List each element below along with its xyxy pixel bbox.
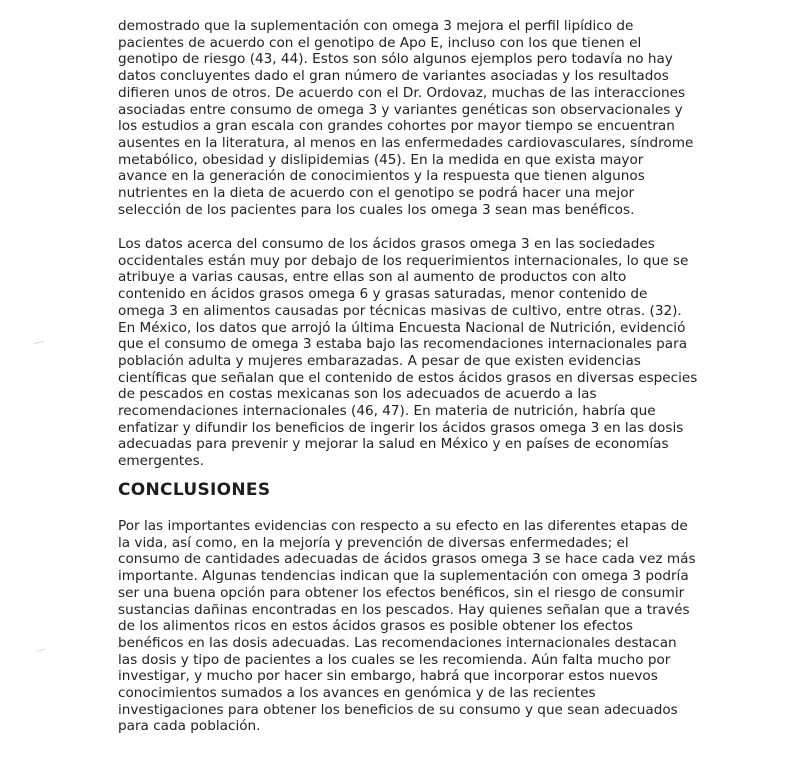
text-line: En México, los datos que arrojó la última Encuesta Nacional de Nutrición, evidenció <box>118 319 686 336</box>
body-paragraph <box>118 236 697 470</box>
text-line: la vida, así como, en la mejoría y prevención de diversas enfermedades; el <box>118 534 629 551</box>
text-line: los estudios a gran escala con grandes cohortes por mayor tiempo se encuentran <box>118 118 675 135</box>
text-line: sustancias dañinas encontradas en los pescados. Hay quienes señalan que a través <box>118 601 690 618</box>
text-line: investigar, y mucho por hacer sin embargo, habrá que incorporar estos nuevos <box>118 668 658 685</box>
text-line: benéficos en las dosis adecuadas. Las recomendaciones internacionales destacan <box>118 634 677 651</box>
text-line: asociadas entre consumo de omega 3 y variantes genéticas son observacionales y <box>118 101 683 118</box>
text-line: pacientes de acuerdo con el genotipo de Apo E, incluso con los que tienen el <box>118 34 642 51</box>
text-line: avance en la generación de conocimientos y la respuesta que tienen algunos <box>118 168 645 185</box>
text-line: para cada población. <box>118 718 261 735</box>
text-line: demostrado que la suplementación con omega 3 mejora el perfil lipídico de <box>118 18 634 34</box>
text-line: atribuye a varias causas, entre ellas son al aumento de productos con alto <box>118 269 627 286</box>
text-line: Por las importantes evidencias con respecto a su efecto en las diferentes etapas de <box>118 518 688 534</box>
text-line: enfatizar y difundir los beneficios de ingerir los ácidos grasos omega 3 en las dosis <box>118 419 684 436</box>
text-line: metabólico, obesidad y dislipidemias (45). En la medida en que exista mayor <box>118 151 644 168</box>
text-line: contenido en ácidos grasos omega 6 y grasas saturadas, menor contenido de <box>118 286 648 303</box>
text-line: difieren unos de otros. De acuerdo con el Dr. Ordovaz, muchas de las interacciones <box>118 84 686 101</box>
text-line: investigaciones para obtener los beneficios de su consumo y que sean adecuados <box>118 701 678 718</box>
text-line: genotipo de riesgo (43, 44). Estos son sólo algunos ejemplos pero todavía no hay <box>118 51 673 68</box>
text-line: occidentales están muy por debajo de los requerimientos internacionales, lo que se <box>118 252 689 269</box>
text-line: emergentes. <box>118 453 205 470</box>
text-line: ser una buena opción para obtener los efectos benéficos, sin el riesgo de consumir <box>118 584 685 601</box>
text-line: consumo de cantidades adecuadas de ácidos grasos omega 3 se hace cada vez más <box>118 551 696 568</box>
text-line: datos concluyentes dado el gran número de variantes asociadas y los resultados <box>118 68 669 85</box>
body-paragraph <box>118 18 693 218</box>
scan-speck <box>34 341 44 344</box>
text-line: científicas que señalan que el contenido de estos ácidos grasos en diversas especies <box>118 369 698 386</box>
text-line: las dosis y tipo de pacientes a los cuales se les recomienda. Aún falta mucho por <box>118 651 671 668</box>
body-paragraph <box>118 518 696 735</box>
text-line: importante. Algunas tendencias indican que la suplementación con omega 3 podría <box>118 568 689 585</box>
section-heading: CONCLUSIONES <box>118 480 271 500</box>
text-line: nutrientes en la dieta de acuerdo con el genotipo se podrá hacer una mejor <box>118 185 635 202</box>
text-line: de los alimentos ricos en estos ácidos grasos es posible obtener los efectos <box>118 618 634 635</box>
text-line: selección de los pacientes para los cuales los omega 3 sean mas benéficos. <box>118 201 635 218</box>
text-line: que el consumo de omega 3 estaba bajo las recomendaciones internacionales para <box>118 336 688 353</box>
text-line: Los datos acerca del consumo de los ácidos grasos omega 3 en las sociedades <box>118 236 655 252</box>
text-line: de pescados en costas mexicanas son los adecuados de acuerdo a las <box>118 386 597 403</box>
text-line: omega 3 en alimentos causadas por técnicas masivas de cultivo, entre otras. (32). <box>118 302 682 319</box>
text-line: población adulta y mujeres embarazadas. A pesar de que existen evidencias <box>118 352 641 369</box>
text-line: conocimientos sumados a los avances en genómica y de las recientes <box>118 685 596 702</box>
text-line: recomendaciones internacionales (46, 47). En materia de nutrición, habría que <box>118 403 656 420</box>
scan-speck <box>36 649 45 652</box>
text-line: ausentes en la literatura, al menos en las enfermedades cardiovasculares, síndrome <box>118 134 694 151</box>
text-line: adecuadas para prevenir y mejorar la salud en México y en países de economías <box>118 436 669 453</box>
